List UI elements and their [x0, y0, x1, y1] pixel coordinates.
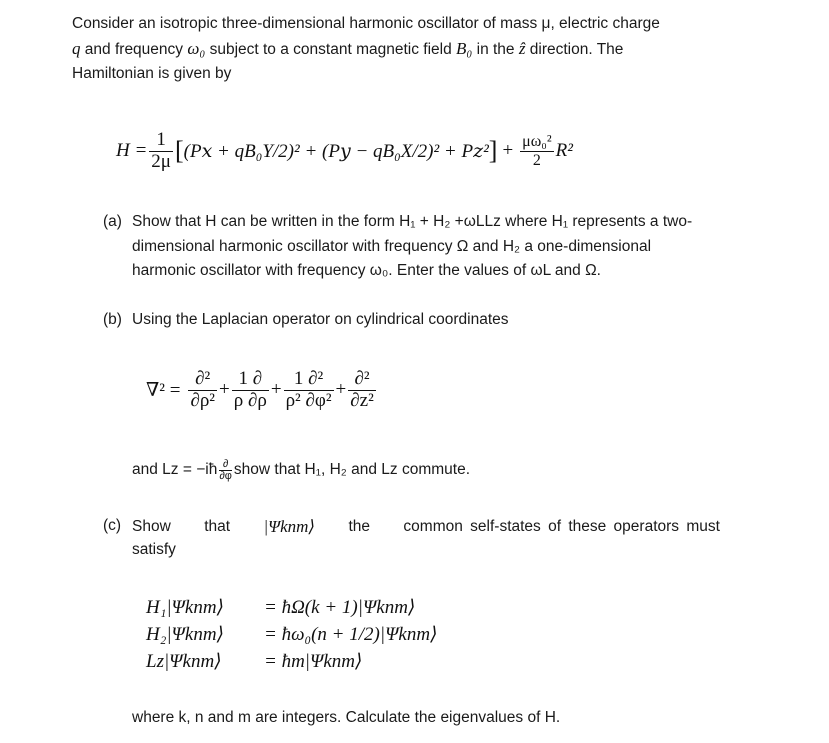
fraction-numerator: 1 [149, 130, 173, 152]
lz-suffix: show that H₁, H₂ and Lz commute. [233, 461, 471, 478]
eigen-equation-h1 [146, 594, 438, 621]
equation-lhs: H₁|Ψknm⟩ [146, 597, 224, 618]
laplacian-lhs: ∇² = [146, 379, 181, 401]
part-a-line-2: dimensional harmonic oscillator with frequency Ω and H₂ a one-dimensional [132, 237, 652, 255]
fraction-denominator: ∂φ [219, 469, 232, 482]
intro-paragraph [72, 12, 792, 87]
part-a-label: (a) [103, 213, 122, 230]
part-c-line-1 [132, 514, 720, 540]
lz-derivative [219, 459, 232, 482]
intro-line-1: Consider an isotropic three-dimensional harmonic oscillator of mass μ, electric charge [72, 15, 660, 32]
state-ket: |Ψknm⟩ [263, 517, 316, 536]
hamiltonian-equation [116, 126, 573, 176]
charge-symbol: q [72, 38, 81, 58]
plus-sign: + [270, 379, 282, 400]
part-c-label: (c) [103, 517, 122, 534]
fraction-numerator: 1 ∂ [232, 369, 269, 391]
intro-text: direction. The [525, 40, 624, 58]
laplacian-equation [146, 364, 378, 416]
fraction-numerator: 1 ∂² [284, 369, 334, 391]
bracket-close: ] [488, 136, 498, 165]
plus-sign: + [219, 379, 230, 400]
bracket-open: [ [174, 136, 184, 165]
laplacian-term-2 [232, 369, 269, 412]
part-a-line-3: harmonic oscillator with frequency ω₀. Enter the values of ωL and Ω. [132, 262, 601, 279]
eigen-equation-lz [146, 648, 438, 675]
intro-line-2 [72, 37, 792, 63]
fraction-denominator: ∂ρ² [190, 389, 216, 411]
laplacian-term-4 [348, 369, 376, 412]
part-b-line-1: Using the Laplacian operator on cylindrical coordinates [132, 311, 509, 328]
hamiltonian-tail: R² [555, 140, 573, 161]
equation-rhs: = ħΩ(k + 1)|Ψknm⟩ [264, 597, 416, 618]
part-b-label: (b) [103, 311, 122, 328]
part-c-line-2: satisfy [132, 541, 176, 558]
field-symbol: B₀ [456, 38, 473, 58]
intro-text: and frequency [80, 40, 188, 58]
part-c-footer: where k, n and m are integers. Calculate the eigenvalues of H. [132, 709, 561, 726]
hamiltonian-prefactor [149, 130, 173, 173]
fraction-numerator: μω₀² [522, 132, 552, 150]
intro-text: in the [472, 40, 519, 58]
fraction-denominator: 2μ [151, 150, 171, 172]
fraction-numerator: ∂ [219, 459, 232, 471]
lz-prefix: and Lz = −iħ [132, 461, 218, 478]
equation-lhs: H₂|Ψknm⟩ [146, 624, 224, 645]
frequency-symbol: ω₀ [187, 38, 206, 58]
part-c-word: the [348, 518, 371, 535]
part-a-line-1: Show that H can be written in the form H₁ + H₂ +ωLLz where H₁ represents a two- [132, 213, 693, 230]
lz-definition-line [132, 452, 470, 488]
equation-lhs: Lz|Ψknm⟩ [146, 651, 222, 672]
fraction-denominator: 2 [532, 151, 541, 169]
laplacian-term-1 [188, 369, 217, 412]
fraction-denominator: ρ² ∂φ² [285, 389, 332, 411]
intro-text: subject to a constant magnetic field [205, 40, 457, 58]
part-c-word: Show [132, 518, 171, 535]
fraction-denominator: ∂z² [350, 389, 374, 411]
part-c-word: that [204, 518, 231, 535]
equation-rhs: = ħm|Ψknm⟩ [264, 651, 363, 672]
eigen-equations [146, 594, 438, 675]
eigen-equation-h2 [146, 621, 438, 648]
equation-rhs: = ħω₀(n + 1/2)|Ψknm⟩ [264, 624, 438, 645]
z-hat-symbol: ẑ [518, 38, 526, 58]
fraction-numerator: ∂² [348, 369, 376, 391]
potential-prefactor [520, 133, 553, 169]
fraction-denominator: ρ ∂ρ [233, 389, 267, 411]
intro-line-3: Hamiltonian is given by [72, 65, 232, 82]
part-a-text [132, 210, 752, 284]
laplacian-term-3 [284, 369, 334, 412]
hamiltonian-lhs: H = [116, 140, 148, 161]
plus-sign: + [335, 379, 347, 400]
hamiltonian-body: (P𝑥 + qB₀Y/2)² + (P𝑦 − qB₀X/2)² + P𝑧² [183, 140, 489, 162]
fraction-numerator: ∂² [188, 369, 217, 391]
plus-sign: + [502, 140, 514, 161]
part-c-word: common self-states of these operators must [403, 518, 720, 535]
